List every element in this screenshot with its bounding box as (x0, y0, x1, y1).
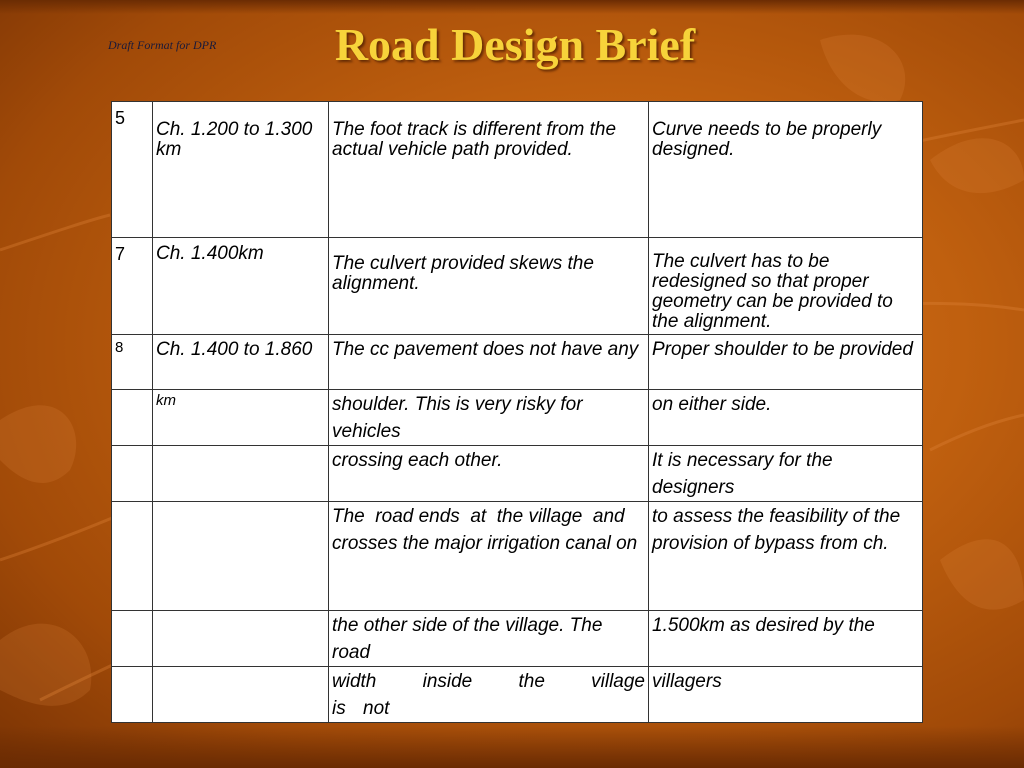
recommendation-cell (649, 502, 923, 611)
recommendation-line: to assess the feasibility of the (652, 506, 901, 527)
table-row (112, 102, 923, 238)
recommendation-cell: Curve needs to be properly designed. (649, 102, 923, 238)
observation-cell: the other side of the village. The road (329, 611, 649, 667)
row-number: 7 (112, 238, 153, 351)
observation-cell (329, 667, 649, 723)
row-number (112, 667, 153, 723)
row-number (112, 611, 153, 667)
observation-line: width inside the village (332, 671, 645, 692)
table-row (112, 611, 923, 667)
row-number (112, 446, 153, 502)
recommendation-cell: villagers (649, 667, 923, 723)
observation-cell (329, 502, 649, 611)
recommendation-cell: 1.500km as desired by the (649, 611, 923, 667)
observation-line: crosses the major irrigation canal on (332, 533, 638, 554)
bottom-shadow-band (0, 726, 1024, 768)
design-brief-table-top (111, 101, 923, 351)
row-number (112, 390, 153, 446)
recommendation-cell: The culvert has to be redesigned so that proper geometry can be provided to the alignment. (649, 238, 923, 351)
observation-cell: The foot track is different from the actual vehicle path provided. (329, 102, 649, 238)
observation-line: The road ends at the village and (332, 506, 625, 527)
table-row (112, 335, 923, 390)
chainage-cell (153, 446, 329, 502)
chainage-cell (153, 611, 329, 667)
row-number (112, 502, 153, 611)
chainage-cell: Ch. 1.400 to 1.860 (153, 335, 329, 390)
chainage-cell (153, 502, 329, 611)
table-row (112, 667, 923, 723)
recommendation-cell: Proper shoulder to be provided (649, 335, 923, 390)
table-row (112, 502, 923, 611)
recommendation-cell: on either side. (649, 390, 923, 446)
observation-cell: The cc pavement does not have any (329, 335, 649, 390)
observation-cell: crossing each other. (329, 446, 649, 502)
recommendation-line: provision of bypass from ch. (652, 533, 889, 554)
table-row (112, 390, 923, 446)
top-shadow-band (0, 0, 1024, 14)
chainage-cell: Ch. 1.200 to 1.300 km (153, 102, 329, 238)
row-number: 8 (112, 335, 153, 390)
table-row (112, 446, 923, 502)
design-brief-table-bottom (111, 334, 923, 723)
recommendation-cell: It is necessary for the designers (649, 446, 923, 502)
draft-label: Draft Format for DPR (108, 38, 217, 52)
observation-cell: shoulder. This is very risky for vehicles (329, 390, 649, 446)
observation-cell: The culvert provided skews the alignment. (329, 238, 649, 351)
observation-line: is not (332, 698, 390, 719)
chainage-cell: km (153, 390, 329, 446)
row-number: 5 (112, 102, 153, 238)
chainage-cell (153, 667, 329, 723)
page-title: Road Design Brief (334, 19, 696, 70)
chainage-cell: Ch. 1.400km (153, 238, 329, 351)
